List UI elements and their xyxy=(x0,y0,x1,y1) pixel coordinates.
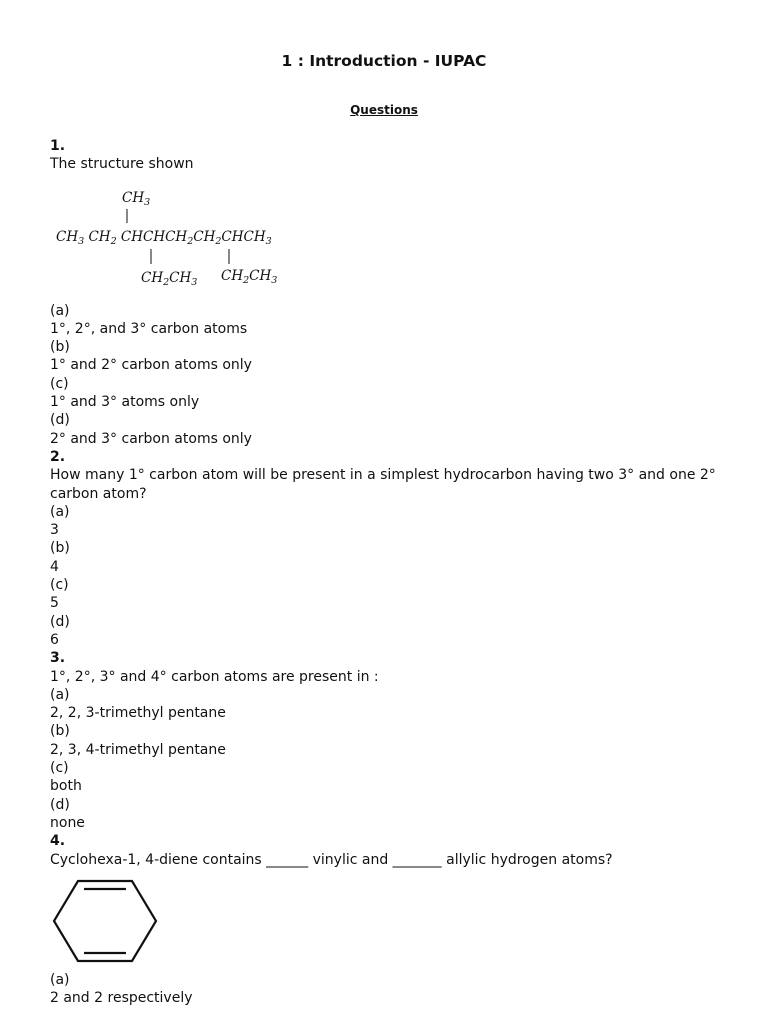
option-c xyxy=(50,375,720,412)
option-c xyxy=(50,759,720,796)
option-a xyxy=(50,302,720,339)
formula-top-group: $CH_3$ xyxy=(122,189,151,208)
option-label: (d) xyxy=(50,796,70,813)
option-text: 1°, 2°, and 3° carbon atoms xyxy=(50,320,248,337)
question-text: The structure shown xyxy=(50,156,194,173)
question-list xyxy=(50,137,720,1007)
option-label: (b) xyxy=(50,339,70,356)
question-1 xyxy=(50,137,720,448)
question-4 xyxy=(50,832,720,1007)
option-label: (a) xyxy=(50,686,70,703)
question-number: 4. xyxy=(50,833,66,850)
option-text: 6 xyxy=(50,631,59,648)
option-text: 1° and 2° carbon atoms only xyxy=(50,357,252,374)
option-text: both xyxy=(50,778,82,795)
cyclohexadiene-ring-drawing xyxy=(50,877,170,967)
formula-branches-drawing xyxy=(54,266,314,292)
option-label: (c) xyxy=(50,375,69,392)
option-text: 3 xyxy=(50,522,59,539)
option-b xyxy=(50,338,720,375)
option-a xyxy=(50,503,720,540)
question-number: 2. xyxy=(50,448,66,465)
question-text: How many 1° carbon atom will be present in a simplest hydrocarbon having two 3° and one 2° carbon atom? xyxy=(50,467,721,502)
option-c xyxy=(50,576,720,613)
option-text: 2, 3, 4-trimethyl pentane xyxy=(50,741,226,758)
option-text: 2 and 2 respectively xyxy=(50,990,193,1007)
question-text: Cyclohexa-1, 4-diene contains ______ vinylic and _______ allylic hydrogen atoms? xyxy=(50,851,613,868)
option-text: 2, 2, 3-trimethyl pentane xyxy=(50,705,226,722)
section-heading: Questions xyxy=(350,103,418,117)
option-text: 4 xyxy=(50,558,59,575)
option-d xyxy=(50,613,720,650)
option-b xyxy=(50,539,720,576)
formula-main-chain: $CH_3$ $CH_2$ $CHCHCH_2CH_2CHCH_3$ xyxy=(56,228,272,247)
option-label: (b) xyxy=(50,723,70,740)
option-label: (a) xyxy=(50,971,70,988)
option-label: (c) xyxy=(50,577,69,594)
option-label: (d) xyxy=(50,613,70,630)
option-text: 5 xyxy=(50,595,59,612)
option-text: 2° and 3° carbon atoms only xyxy=(50,430,252,447)
option-a xyxy=(50,686,720,723)
question-text: 1°, 2°, 3° and 4° carbon atoms are present in : xyxy=(50,668,379,685)
option-d xyxy=(50,796,720,833)
option-label: (a) xyxy=(50,302,70,319)
option-a xyxy=(50,971,720,1008)
question-number: 1. xyxy=(50,138,66,154)
cyclohexadiene-structure xyxy=(50,877,170,967)
option-label: (a) xyxy=(50,503,70,520)
option-text: none xyxy=(50,814,85,831)
question-2 xyxy=(50,448,720,649)
option-b xyxy=(50,722,720,759)
option-label: (d) xyxy=(50,412,70,429)
question-3 xyxy=(50,649,720,832)
question-number: 3. xyxy=(50,650,66,667)
formula-branches xyxy=(54,266,314,288)
option-d xyxy=(50,411,720,448)
structural-formula xyxy=(54,174,314,274)
formula-branch-right: $CH_2CH_3$ xyxy=(221,267,278,286)
ring-outline xyxy=(54,881,156,961)
option-text: 1° and 3° atoms only xyxy=(50,394,200,411)
option-label: (b) xyxy=(50,540,70,557)
option-label: (c) xyxy=(50,760,69,777)
page-title: 1 : Introduction - IUPAC xyxy=(281,52,487,70)
formula-branch-left: $CH_2CH_3$ xyxy=(141,269,198,288)
structural-formula-drawing xyxy=(54,174,314,274)
